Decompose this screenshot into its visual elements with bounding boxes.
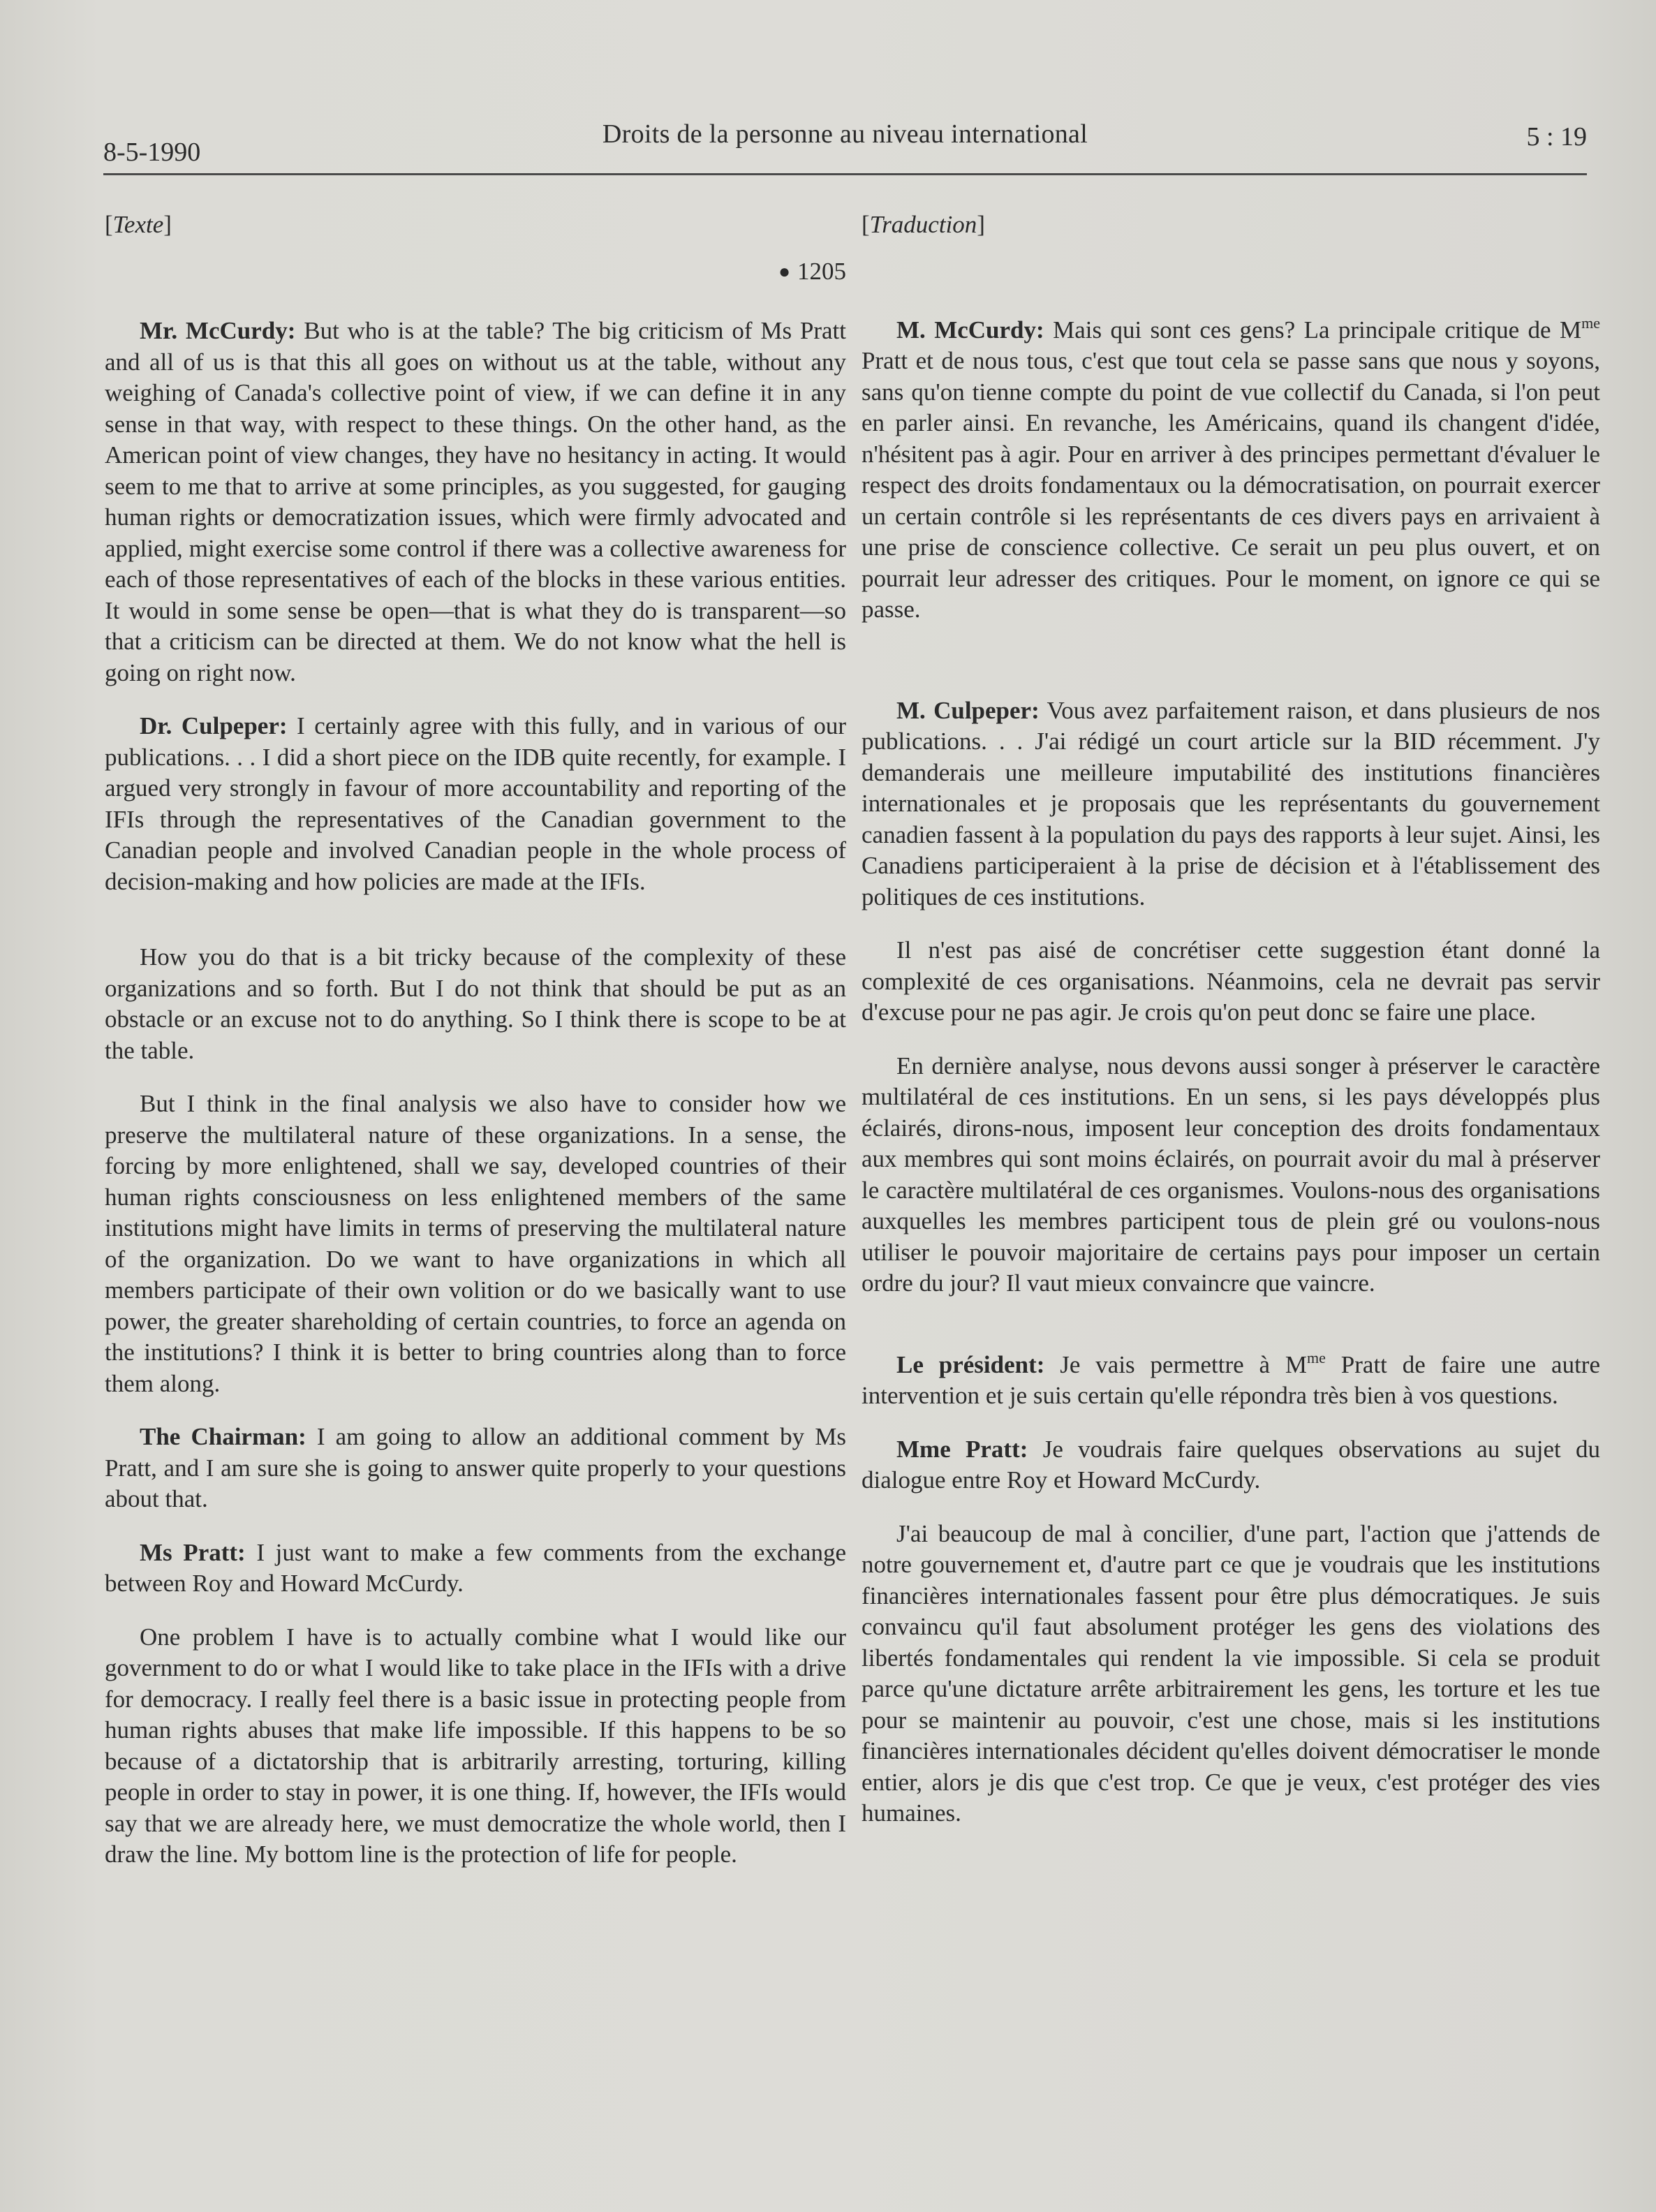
paragraph: En dernière analyse, nous devons aussi songer à préserver le caractère multilatéral de ces institutions. En un sens, si les pays développés plus éclairés, dirons-nous, imposent leur conception des droits fondamentaux aux membres qui sont moins éclairés, on pourrait avoir du mal à préserver le caractère multilatéral de ces organismes. Voulons-nous des organisations auxquelles les membres participent tous de plein gré ou voulons-nous utiliser le pouvoir majoritaire de certains pays pour imposer un certain ordre du jour? Il vaut mieux convaincre que vaincre. (862, 1052, 1600, 1297)
bullet-icon: ● (778, 260, 790, 283)
paragraph: The Chairman: I am going to allow an additional comment by Ms Pratt, and I am sure she is going to answer quite properly to your questions about that. (105, 1423, 847, 1512)
speaker-name: Ms Pratt: (140, 1538, 246, 1566)
paragraph: Il n'est pas aisé de concrétiser cette suggestion étant donné la complexité de ces organisations. Néanmoins, cela ne devrait pas servir d'excuse pour ne pas agir. Je crois qu'on peut donc se faire une place. (862, 936, 1600, 1026)
speaker-name: M. McCurdy: (896, 316, 1044, 344)
paragraph: One problem I have is to actually combine what I would like our government to do or what I would like to take place in the IFIs with a drive for democracy. I really feel there is a basic issue in protecting people from human rights abuses that make life impossible. If this happens to be so because of a dictatorship that is arbitrarily arresting, torturing, killing people in order to stay in power, it is one thing. If, however, the IFIs would say that we are already here, we must democratize the whole world, then I draw the line. My bottom line is the protection of life for people. (105, 1623, 846, 1868)
page-header (103, 117, 1587, 175)
spacer (862, 256, 1600, 315)
header-page-number: 5 : 19 (1526, 122, 1587, 152)
speaker-name: The Chairman: (140, 1423, 306, 1450)
speaker-name: M. Culpeper: (896, 696, 1040, 724)
speaker-name: Mr. McCurdy: (140, 317, 296, 344)
paragraph: How you do that is a bit tricky because of the complexity of these organizations and so forth. But I do not think that should be put as an obstacle or an excuse not to do anything. So I think there is scope to be at the table. (105, 943, 846, 1064)
paragraph: Mr. McCurdy: But who is at the table? The big criticism of Ms Pratt and all of us is that this all goes on without us at the table, without any weighing of Canada's collective point of view, if we can define it in any sense in that way, with respect to these things. On the other hand, as the American point of view changes, they have no hesitancy in acting. It would seem to me that to arrive at some principles, as you suggested, for gauging human rights or democratization issues, which were firmly advocated and applied, might exercise some control if there was a collective awareness for each of those representatives of each of the blocks in these various entities. It would in some sense be open—that is what they do is transparent—so that a criticism can be directed at them. We do not know what the hell is going on right now. (105, 317, 847, 686)
paragraph: Mme Pratt: Je voudrais faire quelques observations au sujet du dialogue entre Roy et Howard McCurdy. (862, 1435, 1600, 1494)
left-column (105, 209, 846, 1893)
paragraph: M. McCurdy: Mais qui sont ces gens? La principale critique de $M^{me}$ Pratt et de nous tous, c'est que tout cela se passe sans que nous y soyons, sans qu'on tienne compte du point de vue collectif du Canada, si l'on peut en parler ainsi. En revanche, les Américains, quand ils changent d'idée, n'hésitent pas à agir. Pour en arriver à des principes permettant d'évaluer le respect des droits fondamentaux ou la démocratisation, on pourrait exercer un certain contrôle si les représentants de ces divers pays en arrivaient à une prise de conscience collective. Ce serait un peu plus ouvert, et on pourrait leur adresser des critiques. Pour le moment, on ignore ce qui se passe. (862, 314, 1600, 623)
speaker-name: Dr. Culpeper: (140, 712, 288, 739)
header-title: Droits de la personne au niveau international (602, 119, 1088, 149)
timestamp: ● 1205 (778, 257, 846, 285)
paragraph: Ms Pratt: I just want to make a few comments from the exchange between Roy and Howard McCurdy. (105, 1538, 846, 1597)
language-tag-traduction: [Traduction] (862, 211, 985, 238)
header-date: 8-5-1990 (103, 138, 201, 167)
paragraph: Dr. Culpeper: I certainly agree with this fully, and in various of our publications. . . I did a short piece on the IDB quite recently, for example. I argued very strongly in favour of more accountability and reporting of the IFIs through the representatives of the Canadian government to the Canadian people and involved Canadian people in the whole process of decision-making and how policies are made at the IFIs. (105, 712, 846, 895)
right-column (862, 209, 1600, 1852)
speaker-name: Mme Pratt: (896, 1435, 1028, 1463)
paragraph: Le président: Je vais permettre à $M^{me}$ Pratt de faire une autre intervention et je suis certain qu'elle répondra très bien à vos questions. (862, 1348, 1600, 1409)
paragraph: M. Culpeper: Vous avez parfaitement raison, et dans plusieurs de nos publications. . . J'ai rédigé un court article sur la BID récemment. J'y demanderais une meilleure imputabilité des institutions financières internationales et je proposais que les représentants du gouvernement canadien fassent à la population du pays des rapports à leur sujet. Ainsi, les Canadiens participeraient à la prise de décision et à l'établissement des politiques de ces institutions. (862, 696, 1600, 910)
speaker-name: Le président: (896, 1350, 1045, 1378)
paragraph: J'ai beaucoup de mal à concilier, d'une part, l'action que j'attends de notre gouvernement et, d'autre part ce que je voudrais que les institutions financières internationales fassent pour être plus démocratiques. Je suis convaincu qu'il faut absolument protéger les gens des violations des libertés fondamentales qui rendent la vie impossible. Si cela se produit parce qu'une dictature arrête arbitrairement les gens, les torture et les tue pour se maintenir au pouvoir, c'est une chose, mais si les institutions financières internationales décident qu'elles doivent démocratiser le monde entier, alors je dis que c'est trop. Ce que je veux, c'est protéger des vies humaines. (862, 1519, 1600, 1827)
paragraph: But I think in the final analysis we also have to consider how we preserve the multilateral nature of these organizations. In a sense, the forcing by more enlightened, shall we say, developed countries of their human rights consciousness on less enlightened members of the same institutions might have limits in terms of preserving the multilateral nature of the organization. Do we want to have organizations in which all members participate of their own volition or do we basically want to use power, the greater shareholding of certain countries, to force an agenda on the institutions? I think it is better to bring countries along than to force them along. (105, 1090, 846, 1397)
language-tag-texte: [Texte] (105, 211, 172, 238)
